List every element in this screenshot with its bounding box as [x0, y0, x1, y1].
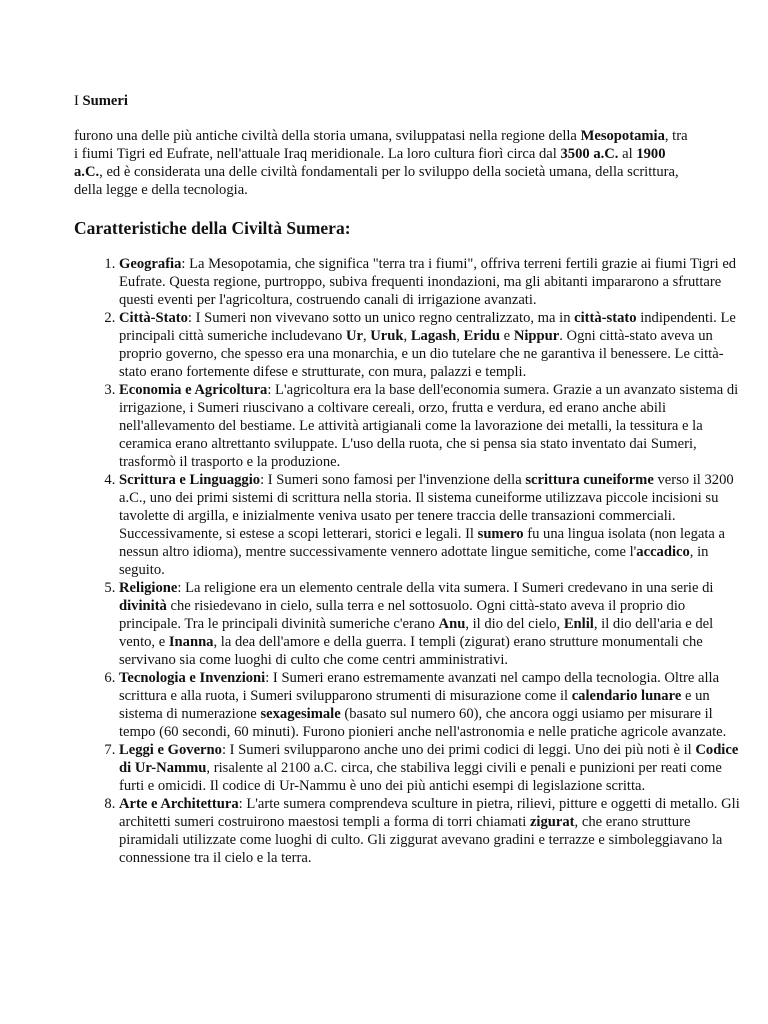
list-item — [119, 741, 747, 795]
bold-text: Codice di Ur-Nammu — [119, 742, 739, 776]
text-run: : La religione era un elemento centrale della vita sumera. I Sumeri credevano in una serie di — [177, 580, 714, 596]
text-run: : I Sumeri sono famosi per l'invenzione della — [260, 472, 526, 488]
list-item — [119, 255, 747, 309]
text-run: , risalente al 2100 a.C. circa, che stabiliva leggi civili e penali e punizioni per reati come furti e omicidi. Il codice di Ur-Nammu è uno dei più antichi esempi di legislazione scritta. — [119, 760, 722, 794]
text-run: furono una delle più antiche civiltà della storia umana, sviluppatasi nella regione della — [74, 128, 581, 144]
bold-text: 3500 a.C. — [560, 146, 619, 162]
list-item — [119, 309, 747, 381]
bold-text: Scrittura e Linguaggio — [119, 472, 261, 488]
text-run: , tra i fiumi Tigri ed Eufrate, nell'attuale Iraq meridionale. La loro cultura fiorì circa dal — [74, 128, 688, 162]
bold-text: Leggi e Governo — [119, 742, 222, 758]
text-run: verso il 3200 a.C., uno dei primi sistemi di scrittura nella storia. Il sistema cuneiforme utilizzava piccole incisioni su tavolette di argilla, e inizialmente veniva usato per tenere traccia delle transazioni commerciali. Successivamente, si estese a scopi letterari, storici e legali. Il — [119, 472, 734, 542]
text-run: (basato sul numero 60), che ancora oggi usiamo per misurare il tempo (60 secondi, 60 minuti). Furono pionieri anche nell'astronomia e nelle pratiche agricole avanzate. — [119, 706, 727, 740]
list-item — [119, 579, 747, 669]
text-run: indipendenti. Le principali città sumeriche includevano — [119, 310, 736, 344]
bold-text: Religione — [119, 580, 178, 596]
text-run: , — [362, 328, 371, 344]
text-run: : I Sumeri non vivevano sotto un unico regno centralizzato, ma in — [187, 310, 575, 326]
list-item — [119, 795, 747, 867]
text-run: che risiedevano in cielo, sulla terra e nel sottosuolo. Ogni città-stato aveva il proprio dio principale. Tra le principali divinità sumeriche c'erano — [119, 598, 686, 632]
bold-text: Inanna — [168, 634, 214, 650]
text-run: , il dio dell'aria e del vento, e — [119, 616, 714, 650]
bold-text: scrittura cuneiforme — [525, 472, 654, 488]
text-run: , — [456, 328, 464, 344]
intro-paragraph — [74, 127, 694, 199]
bold-text: 1900 a.C. — [74, 146, 666, 180]
list-item — [119, 471, 747, 579]
bold-text: accadico — [636, 544, 690, 560]
text-run: . Ogni città-stato aveva un proprio governo, che spesso era una monarchia, e un dio tutelare che ne garantiva il benessere. Le città-stato erano fortemente difese e strutturate, con mura, palazzi e templi. — [119, 328, 724, 380]
text-run: , che erano strutture piramidali utilizzate come luoghi di culto. Gli ziggurat avevano gradini e terrazze e simboleggiavano la connessione tra il cielo e la terra. — [119, 814, 723, 866]
bold-text: Eridu — [463, 328, 501, 344]
bold-text: zigurat — [529, 814, 575, 830]
bold-text: calendario lunare — [571, 688, 682, 704]
list-item — [119, 669, 747, 741]
bold-text: divinità — [119, 598, 167, 614]
document-title — [74, 92, 128, 110]
bold-text: Enlil — [563, 616, 594, 632]
bold-text: Arte e Architettura — [119, 796, 239, 812]
section-heading: Caratteristiche della Civiltà Sumera: — [74, 218, 351, 238]
text-run: , ed è considerata una delle civiltà fondamentali per lo sviluppo della società umana, della scrittura, della legge e della tecnologia. — [74, 164, 679, 198]
text-run: e un sistema di numerazione — [119, 688, 710, 722]
text-run: : I Sumeri svilupparono anche uno dei primi codici di leggi. Uno dei più noti è il — [221, 742, 696, 758]
bold-text: città-stato — [574, 310, 637, 326]
text-run: , la dea dell'amore e della guerra. I templi (zigurat) erano strutture monumentali che servivano sia come luoghi di culto che come centri amministrativi. — [119, 634, 703, 668]
bold-text: Anu — [438, 616, 466, 632]
bold-text: Mesopotamia — [580, 128, 665, 144]
bold-text: Tecnologia e Invenzioni — [119, 670, 266, 686]
bold-text: Nippur — [513, 328, 560, 344]
text-run: : La Mesopotamia, che significa "terra tra i fiumi", offriva terreni fertili grazie ai fiumi Tigri ed Eufrate. Questa regione, purtroppo, subiva frequenti inondazioni, ma gli abitanti impararono a sfruttare questi eventi per l'agricoltura, costruendo canali di irrigazione avanzati. — [119, 256, 737, 308]
text-run: , il dio del cielo, — [465, 616, 564, 632]
text-run: e — [500, 328, 514, 344]
list-item — [119, 381, 747, 471]
bold-text: Economia e Agricoltura — [119, 382, 268, 398]
title-bold: Sumeri — [82, 93, 128, 109]
title-prefix: I — [74, 93, 79, 109]
bold-text: Città-Stato — [119, 310, 188, 326]
text-run: , in seguito. — [119, 544, 709, 578]
bold-text: Ur — [345, 328, 363, 344]
text-run: al — [618, 146, 637, 162]
text-run: fu una lingua isolata (non legata a nessun altro idioma), mentre successivamente vennero adottate lingue semitiche, come l' — [119, 526, 725, 560]
bold-text: sumero — [477, 526, 524, 542]
text-run: : L'arte sumera comprendeva sculture in pietra, rilievi, pitture e oggetti di metallo. Gli architetti sumeri costruirono maestosi templi a forma di torri chiamati — [119, 796, 740, 830]
bold-text: sexagesimale — [260, 706, 341, 722]
features-list — [74, 255, 747, 867]
text-run: : I Sumeri erano estremamente avanzati nel campo della tecnologia. Oltre alla scrittura e alla ruota, i Sumeri svilupparono strumenti di misurazione come il — [119, 670, 720, 704]
text-run: : L'agricoltura era la base dell'economia sumera. Grazie a un avanzato sistema di irrigazione, i Sumeri riuscivano a coltivare cereali, orzo, frutta e verdura, ed erano anche abili nell'allevamento del bestiame. Le attività artigianali come la lavorazione dei metalli, la tessitura e la ceramica erano altrettanto sviluppate. L'uso della ruota, che si pensa sia stato inventato dai Sumeri, trasformò il trasporto e la produzione. — [119, 382, 739, 470]
bold-text: Lagash — [410, 328, 457, 344]
bold-text: Uruk — [370, 328, 404, 344]
text-run: , — [403, 328, 411, 344]
bold-text: Geografia — [119, 256, 182, 272]
